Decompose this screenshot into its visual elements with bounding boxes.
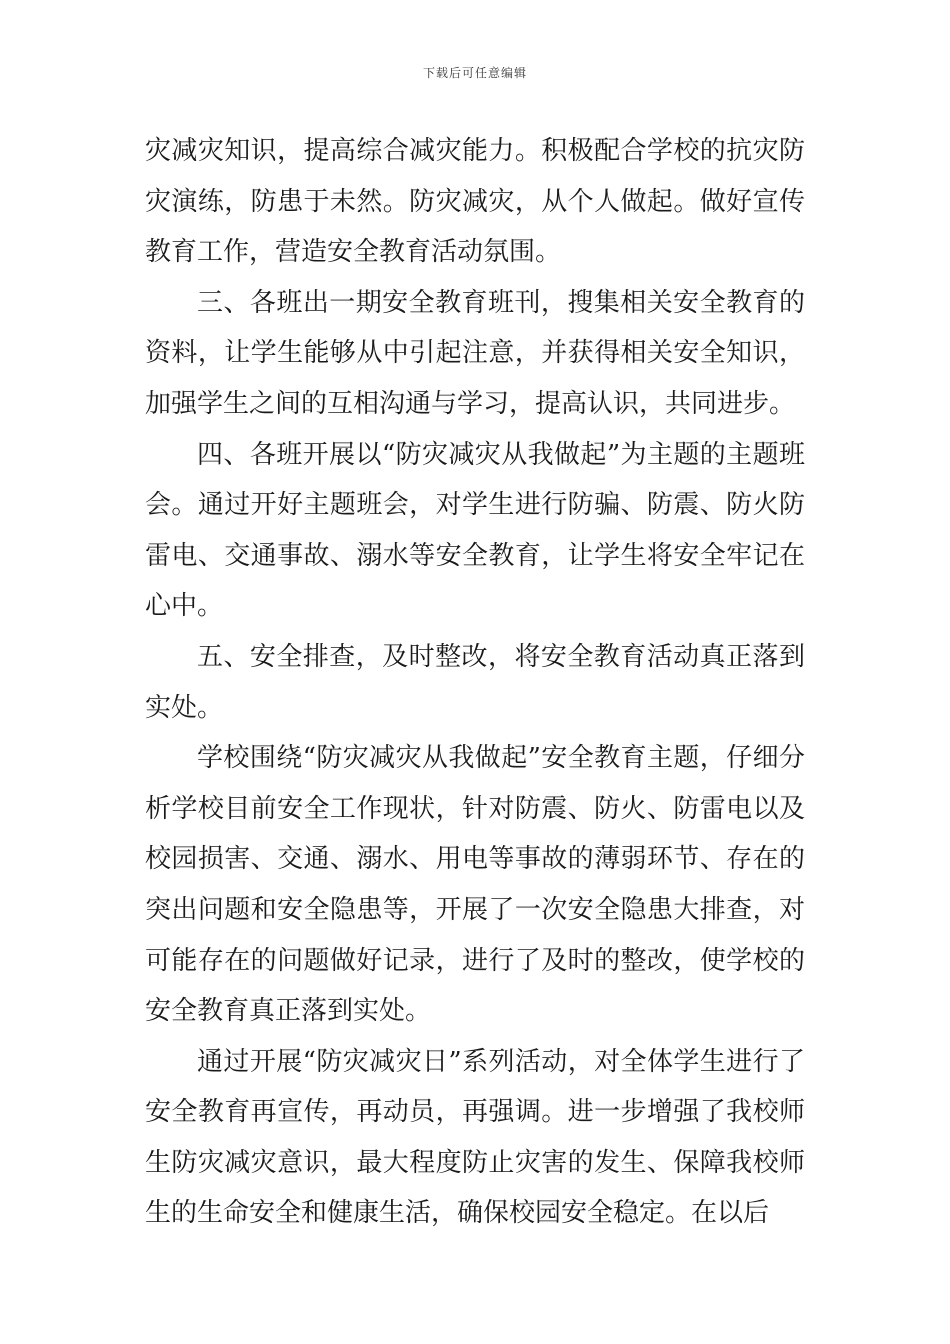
paragraph-item-5: 五、安全排查，及时整改，将安全教育活动真正落到实处。 <box>145 641 805 723</box>
paragraph-continuation: 灾减灾知识，提高综合减灾能力。积极配合学校的抗灾防灾演练，防患于未然。防灾减灾，从个人做起。做好宣传教育工作，营造安全教育活动氛围。 <box>145 136 805 268</box>
paragraph-safety-inspection: 学校围绕“防灾减灾从我做起”安全教育主题，仔细分析学校目前安全工作现状，针对防震、防火、防雷电以及校园损害、交通、溺水、用电等事故的薄弱环节、存在的突出问题和安全隐患等，开展了一次安全隐患大排查，对可能存在的问题做好记录，进行了及时的整改，使学校的安全教育真正落到实处。 <box>145 743 805 1027</box>
paragraph-summary: 通过开展“防灾减灾日”系列活动，对全体学生进行了安全教育再宣传，再动员，再强调。进一步增强了我校师生防灾减灾意识，最大程度防止灾害的发生、保障我校师生的生命安全和健康生活，确保校园安全稳定。在以后 <box>145 1046 805 1229</box>
document-body <box>145 126 805 1239</box>
paragraph-item-3: 三、各班出一期安全教育班刊，搜集相关安全教育的资料，让学生能够从中引起注意，并获得相关安全知识，加强学生之间的互相沟通与学习，提高认识，共同进步。 <box>145 287 805 419</box>
page-header: 下载后可任意编辑 <box>422 66 527 80</box>
paragraph-item-4: 四、各班开展以“防灾减灾从我做起”为主题的主题班会。通过开好主题班会，对学生进行防骗、防震、防火防雷电、交通事故、溺水等安全教育，让学生将安全牢记在心中。 <box>145 439 805 622</box>
